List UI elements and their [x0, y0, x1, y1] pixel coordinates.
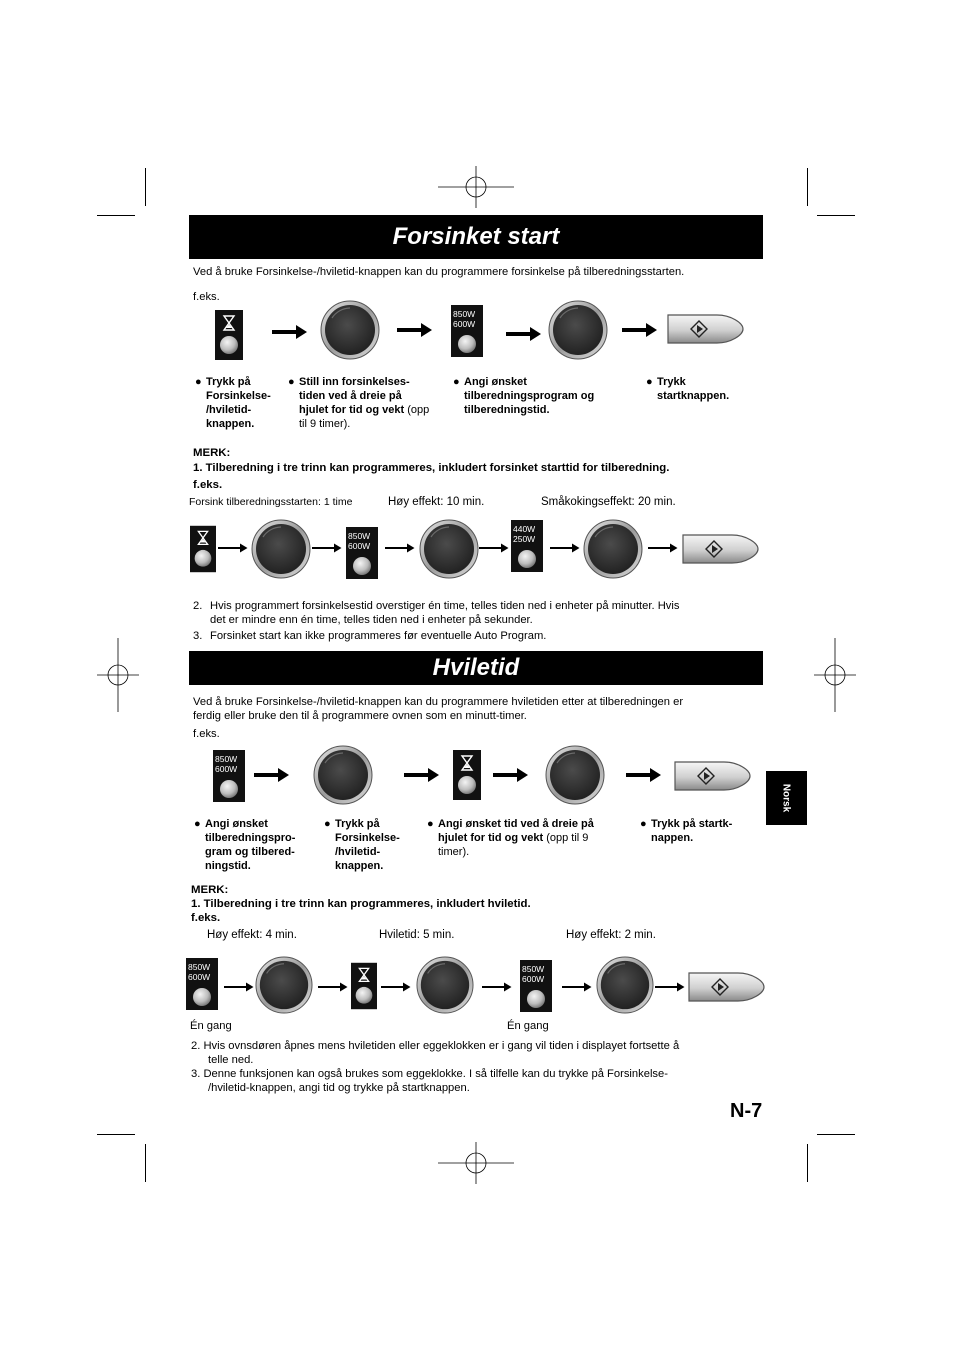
power-level-button-icon: [213, 750, 245, 802]
note-item: 1. Tilberedning i tre trinn kan programmeres, inkludert forsinket starttid for tilberedning.: [193, 462, 670, 474]
arrow-right-icon: [397, 322, 433, 338]
arrow-right-icon: [404, 767, 440, 783]
crop-mark: [145, 168, 146, 206]
power-label-850: 850W: [522, 964, 545, 974]
step-text: Trykk på startk- nappen.: [651, 818, 733, 844]
step-text: Trykk på Forsinkelse- /hviletid- knappen.: [335, 818, 400, 872]
time-weight-dial-icon: [416, 956, 474, 1014]
start-button-icon: [680, 531, 760, 567]
crop-mark: [97, 1134, 135, 1135]
time-weight-dial-icon: [596, 956, 654, 1014]
step-text: Angi ønsket tid ved å dreie på hjulet for tid og vekt: [438, 818, 594, 844]
step-text-note: (opp til 9 timer).: [299, 404, 430, 430]
crop-mark: [145, 1144, 146, 1182]
arrow-right-icon: [381, 982, 411, 992]
note-text: /hviletid-knappen, angi tid og trykke på startknappen.: [208, 1082, 470, 1094]
crop-mark: [97, 215, 135, 216]
hourglass-button-icon: [351, 962, 377, 1010]
time-weight-dial-icon: [548, 300, 608, 360]
step-text: Trykk på Forsinkelse- /hviletid- knappen.: [206, 376, 271, 430]
step-text-note: (opp til 9 timer).: [438, 832, 589, 858]
time-weight-dial-icon: [583, 519, 643, 579]
power-label-850: 850W: [215, 754, 238, 764]
power-label-600: 600W: [453, 319, 476, 329]
arrow-right-icon: [626, 767, 662, 783]
intro-text: ferdig eller bruke den til å programmere ovnen som en minutt-timer.: [193, 710, 527, 722]
language-tab-label: Norsk: [780, 783, 792, 813]
section-title-bar: [189, 215, 763, 259]
hourglass-button-icon: [215, 310, 243, 360]
crop-mark: [807, 1144, 808, 1182]
power-label-600: 600W: [348, 541, 371, 551]
note-text: telle ned.: [208, 1054, 254, 1066]
arrow-right-icon: [254, 767, 290, 783]
arrow-right-icon: [482, 982, 512, 992]
note-text: Forsinket start kan ikke programmeres før eventuelle Auto Program.: [210, 630, 547, 642]
once-label: Én gang: [507, 1020, 549, 1032]
arrow-right-icon: [385, 543, 415, 553]
sequence-label: Høy effekt: 4 min.: [207, 929, 297, 941]
sequence-label: Småkokingseffekt: 20 min.: [541, 496, 676, 508]
power-label-850: 850W: [453, 309, 476, 319]
arrow-right-icon: [312, 543, 342, 553]
arrow-right-icon: [218, 543, 248, 553]
power-level-button-icon: [520, 960, 552, 1012]
note-title: MERK:: [193, 447, 231, 459]
arrow-right-icon: [506, 326, 542, 342]
power-label-600: 600W: [215, 764, 238, 774]
note-number: 2.: [193, 600, 203, 612]
start-button-icon: [665, 311, 745, 347]
note-text: det er mindre enn én time, telles tiden ned i enheter på sekunder.: [210, 614, 533, 626]
power-level-button-icon: [511, 520, 543, 572]
intro-text: Ved å bruke Forsinkelse-/hviletid-knappen kan du programmere forsinkelse på tilberedningsstarten.: [193, 266, 685, 278]
start-button-icon: [686, 969, 766, 1005]
arrow-right-icon: [224, 982, 254, 992]
power-level-button-icon: [451, 305, 483, 357]
time-weight-dial-icon: [255, 956, 313, 1014]
arrow-right-icon: [318, 982, 348, 992]
language-tab: [766, 771, 807, 825]
note-text: Hvis programmert forsinkelsestid overstiger én time, telles tiden ned i enheter på minutter. Hvis: [210, 600, 680, 612]
power-level-button-icon: [186, 958, 218, 1010]
crop-mark: [817, 215, 855, 216]
power-label-850: 850W: [348, 531, 371, 541]
hourglass-button-icon: [453, 750, 481, 800]
sequence-label: Hviletid: 5 min.: [379, 929, 455, 941]
arrow-right-icon: [562, 982, 592, 992]
note-title: MERK:: [191, 884, 229, 896]
crop-mark: [807, 168, 808, 206]
arrow-right-icon: [550, 543, 580, 553]
intro-text: Ved å bruke Forsinkelse-/hviletid-knappen kan du programmere hviletiden etter at tilberedningen er: [193, 696, 684, 708]
start-button-icon: [672, 758, 752, 794]
power-label-850: 850W: [188, 962, 211, 972]
note-text: 2. Hvis ovnsdøren åpnes mens hviletiden eller eggeklokken er i gang vil tiden i displayet fortsette å: [191, 1040, 680, 1052]
sequence-label: Høy effekt: 10 min.: [388, 496, 485, 508]
step-text: Still inn forsinkelses- tiden ved å dreie på hjulet for tid og vekt: [299, 376, 410, 416]
step-text: Angi ønsket tilberedningsprogram og tilberedningstid.: [464, 376, 595, 416]
note-text: 3. Denne funksjonen kan også brukes som eggeklokke. I så tilfelle kan du trykke på Forsinkelse-: [191, 1068, 668, 1080]
arrow-right-icon: [655, 982, 685, 992]
once-label: Én gang: [190, 1020, 232, 1032]
time-weight-dial-icon: [419, 519, 479, 579]
registration-mark: [438, 166, 514, 208]
arrow-right-icon: [479, 543, 509, 553]
power-label-440: 440W: [513, 524, 536, 534]
power-label-600: 600W: [522, 974, 545, 984]
page-number: N-7: [730, 1100, 763, 1122]
power-level-button-icon: [346, 527, 378, 579]
note-item: [193, 599, 753, 629]
note-number: 3.: [193, 630, 203, 642]
time-weight-dial-icon: [313, 745, 373, 805]
hourglass-button-icon: [190, 525, 216, 573]
note-example: f.eks.: [193, 479, 223, 491]
section-title: Forsinket start: [392, 223, 560, 250]
arrow-right-icon: [272, 324, 308, 340]
arrow-right-icon: [493, 767, 529, 783]
sequence-label: Forsink tilberedningsstarten: 1 time: [189, 496, 353, 508]
time-weight-dial-icon: [545, 745, 605, 805]
example-label: f.eks.: [193, 728, 220, 740]
power-label-250: 250W: [513, 534, 536, 544]
note-item: [193, 629, 753, 645]
sequence-label: Høy effekt: 2 min.: [566, 929, 656, 941]
example-label: f.eks.: [193, 291, 220, 303]
section-title: Hviletid: [432, 654, 520, 681]
crop-mark: [817, 1134, 855, 1135]
arrow-right-icon: [648, 543, 678, 553]
arrow-right-icon: [622, 322, 658, 338]
note-item: 1. Tilberedning i tre trinn kan programmeres, inkludert hviletid.: [191, 898, 531, 910]
section-title-bar: [189, 651, 763, 685]
registration-mark: [814, 638, 856, 712]
note-example: f.eks.: [191, 912, 221, 924]
time-weight-dial-icon: [320, 300, 380, 360]
registration-mark: [438, 1142, 514, 1184]
power-label-600: 600W: [188, 972, 211, 982]
registration-mark: [97, 638, 139, 712]
step-text: Trykk startknappen.: [657, 376, 730, 402]
time-weight-dial-icon: [251, 519, 311, 579]
step-text: Angi ønsket tilberedningspro- gram og tilbered- ningstid.: [205, 818, 296, 872]
